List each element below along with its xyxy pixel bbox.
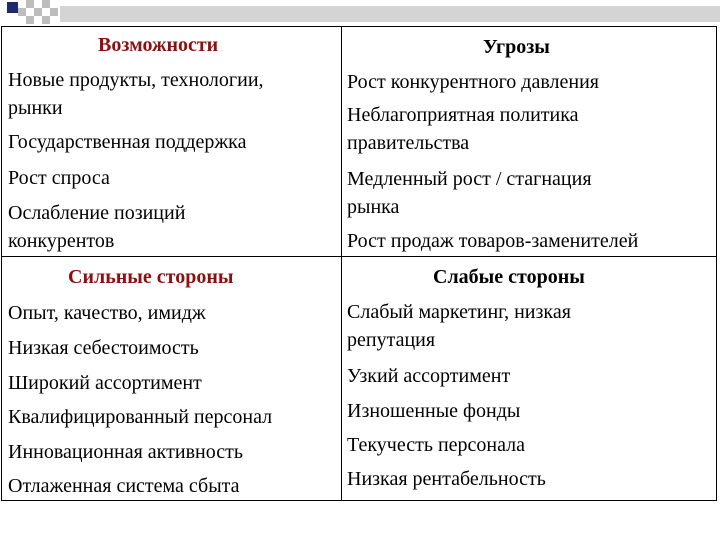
strengths-item-3: Широкий ассортимент xyxy=(8,372,202,394)
threats-item-3-line-2: рынка xyxy=(347,196,400,218)
opportunities-item-1-line-2: рынки xyxy=(8,97,63,119)
opportunities-item-4-line-2: конкурентов xyxy=(8,230,115,252)
strengths-item-5: Инновационная активность xyxy=(8,441,243,463)
weaknesses-quadrant xyxy=(341,256,716,500)
weaknesses-item-2: Узкий ассортимент xyxy=(347,365,511,387)
weaknesses-title: Слабые стороны xyxy=(433,266,585,288)
strengths-item-4: Квалифицированный персонал xyxy=(8,406,273,428)
opportunities-item-1-line-1: Новые продукты, технологии, xyxy=(8,69,264,91)
weaknesses-item-1-line-2: репутация xyxy=(347,329,436,351)
opportunities-item-4-line-1: Ослабление позиций xyxy=(8,202,186,224)
opportunities-title: Возможности xyxy=(98,34,219,56)
opportunities-quadrant xyxy=(2,27,341,256)
strengths-title: Сильные стороны xyxy=(68,266,234,288)
gray-strip xyxy=(60,6,720,22)
weaknesses-item-1-line-1: Слабый маркетинг, низкая xyxy=(347,301,571,323)
strengths-quadrant xyxy=(2,256,341,500)
threats-item-3-line-1: Медленный рост / стагнация xyxy=(347,168,592,190)
threats-quadrant xyxy=(341,27,716,256)
weaknesses-item-4: Текучесть персонала xyxy=(347,434,526,456)
opportunities-item-3: Рост спроса xyxy=(8,167,110,189)
opportunities-item-2: Государственная поддержка xyxy=(8,131,247,153)
threats-item-4: Рост продаж товаров-заменителей xyxy=(347,230,639,252)
checker-pattern xyxy=(18,0,58,24)
weaknesses-item-3: Изношенные фонды xyxy=(347,400,521,422)
strengths-item-1: Опыт, качество, имидж xyxy=(8,302,206,324)
threats-item-2-line-2: правительства xyxy=(347,132,470,154)
bullet-square-icon xyxy=(7,2,18,13)
threats-item-1: Рост конкурентного давления xyxy=(347,71,600,93)
strengths-item-6: Отлаженная система сбыта xyxy=(8,475,240,497)
weaknesses-item-5: Низкая рентабельность xyxy=(347,468,546,490)
swot-table xyxy=(1,26,717,501)
threats-title: Угрозы xyxy=(483,36,550,58)
strengths-item-2: Низкая себестоимость xyxy=(8,337,199,359)
threats-item-2-line-1: Неблагоприятная политика xyxy=(347,104,579,126)
